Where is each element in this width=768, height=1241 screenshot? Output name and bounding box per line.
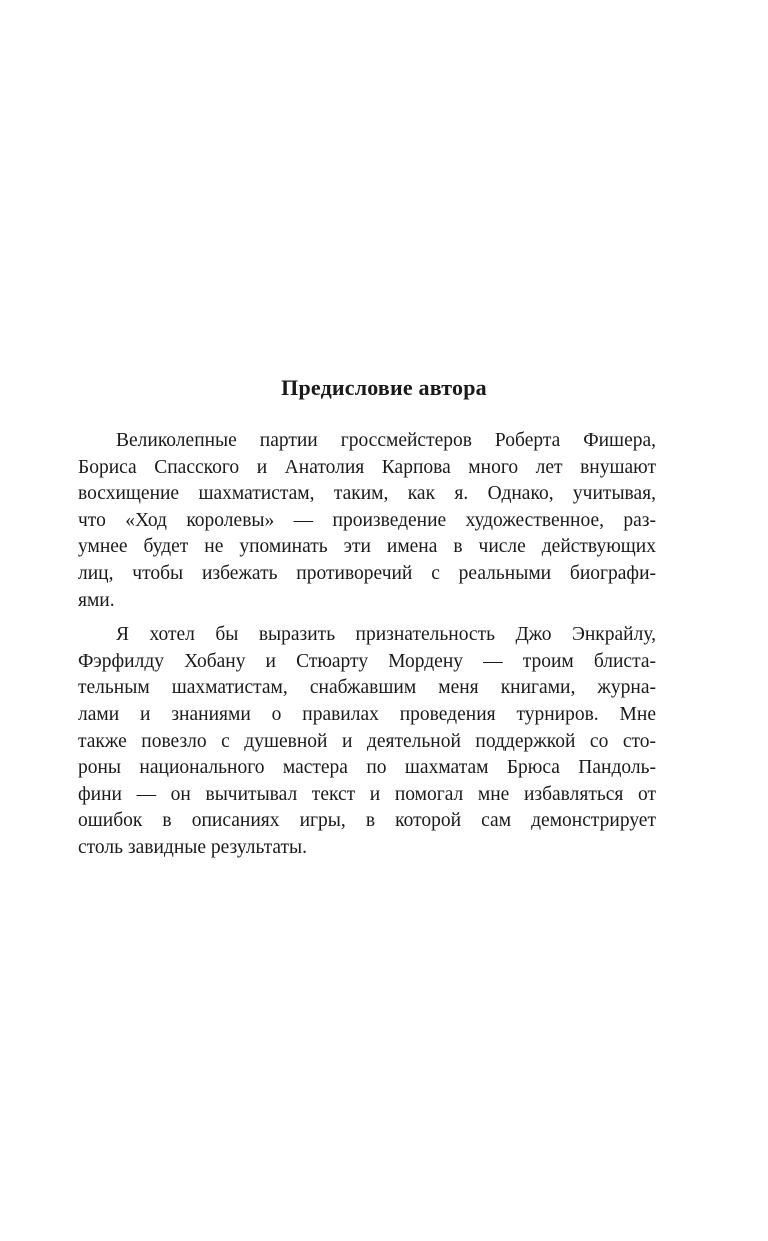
text-line: лами и знаниями о правилах проведения турниров. Мне <box>78 703 656 725</box>
text-line: Великолепные партии гроссмейстеров Роберта Фишера, <box>116 430 656 451</box>
text-line: фини — он вычитывал текст и помогал мне избавляться от <box>78 783 656 805</box>
page-title: Предисловие автора <box>281 375 487 400</box>
text-line: что «Ход королевы» — произведение художественное, раз- <box>78 509 656 531</box>
text-line: также повезло с душевной и деятельной поддержкой со сто- <box>78 730 656 752</box>
text-line: Я хотел бы выразить признательность Джо Энкрайлу, <box>116 624 656 646</box>
text-line: столь завидные результаты. <box>78 836 308 858</box>
text-line: Бориса Спасского и Анатолия Карпова много лет внушают <box>78 456 656 478</box>
text-line: роны национального мастера по шахматам Брюса Пандоль- <box>78 757 656 779</box>
body-text <box>78 428 656 862</box>
paragraph-1 <box>78 428 656 614</box>
text-line: ями. <box>78 589 115 611</box>
text-line: ошибок в описаниях игры, в которой сам демонстрирует <box>78 810 656 832</box>
text-line: Фэрфилду Хобану и Стюарту Мордену — троим блиста- <box>78 650 656 672</box>
paragraph-2 <box>78 622 656 861</box>
text-line: восхищение шахматистам, таким, как я. Однако, учитывая, <box>78 483 656 505</box>
text-line: лиц, чтобы избежать противоречий с реальными биографи- <box>78 562 656 584</box>
text-line: тельным шахматистам, снабжавшим меня книгами, журна- <box>78 677 656 699</box>
text-line: умнее будет не упоминать эти имена в числе действующих <box>78 536 656 558</box>
